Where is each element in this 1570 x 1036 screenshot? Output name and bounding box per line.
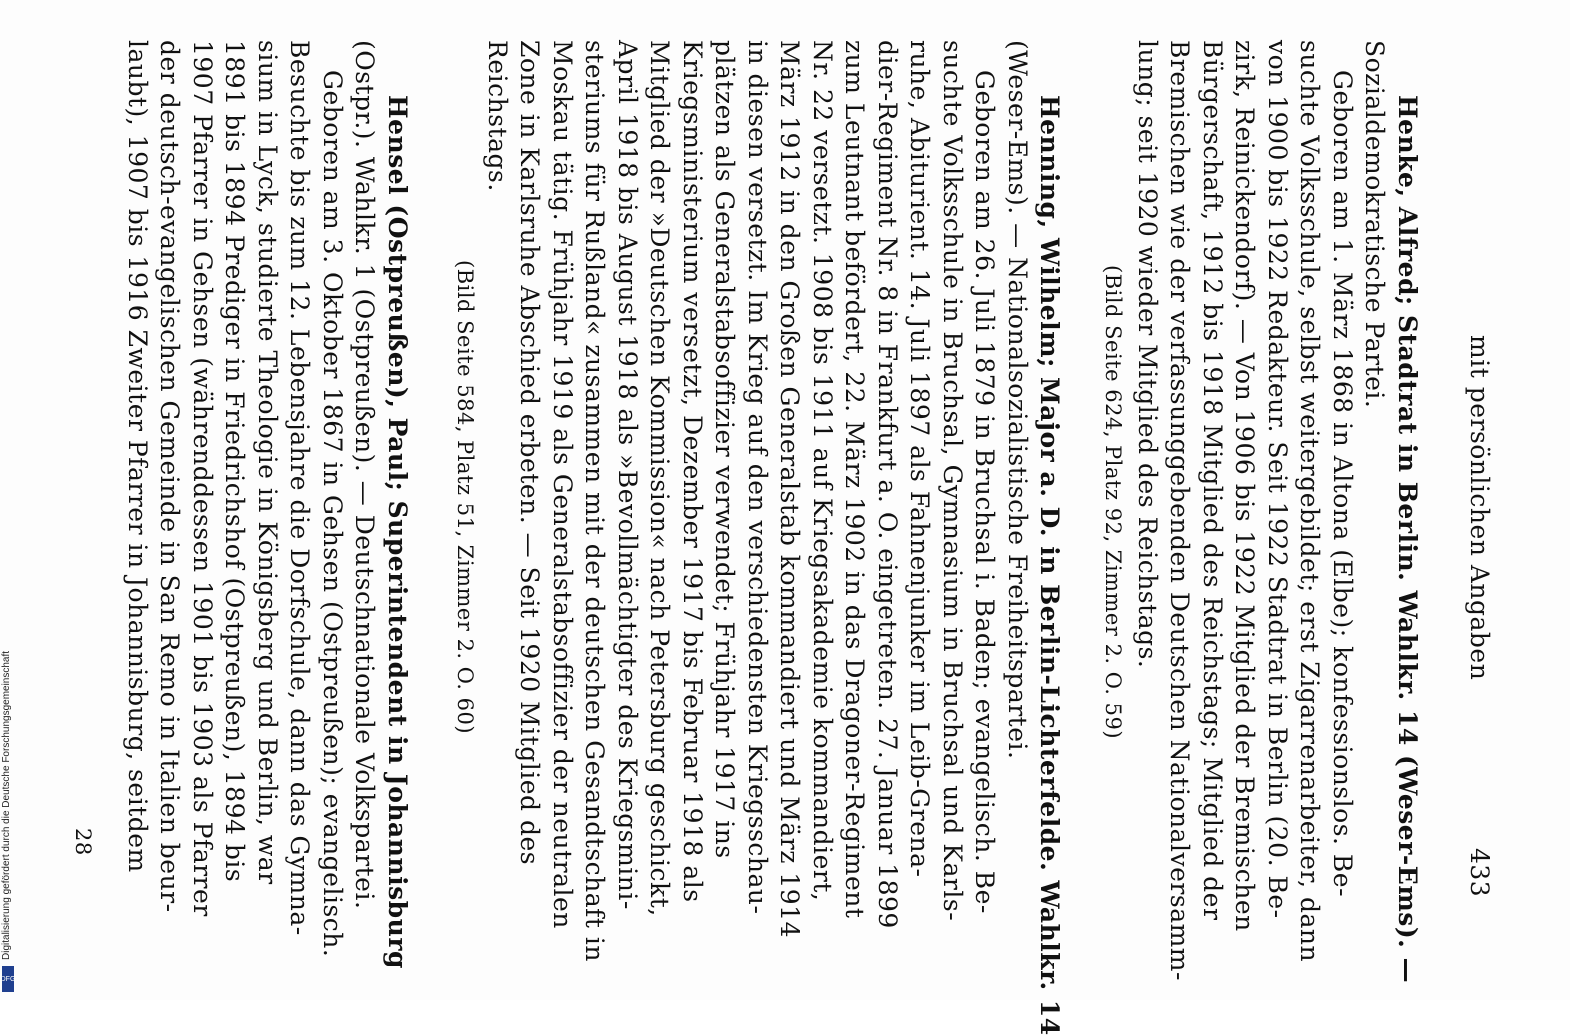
entry-henning-line-15: steriums für Rußland« zusammen mit der deutschen Gesandtschaft in <box>580 40 609 963</box>
entry-henning-line-12: Kriegsministerium versetzt, Dezember 1917 bis Februar 1918 als <box>678 40 707 903</box>
entry-henning-line-5: ruhe, Abiturient. 14. Juli 1897 als Fahnenjunker im Leib-Grena- <box>905 40 934 878</box>
entry-henning-line-18: Reichstags. <box>483 40 512 192</box>
entry-hensel-line-1: Hensel (Ostpreußen), Paul; Superintendent in Johannisburg <box>383 95 412 969</box>
entry-hensel-line-7: 1907 Pfarrer in Gehsen (währenddessen 1901 bis 1903 als Pfarrer <box>188 40 217 917</box>
entry-henke-line-6: zirk, Reinickendorf). — Von 1906 bis 1922 Mitglied der Bremischen <box>1230 40 1259 932</box>
running-title: mit persönlichen Angaben <box>1465 335 1494 681</box>
entry-henning-line-14: April 1918 bis August 1918 als »Bevollmächtigter des Kriegsmini- <box>613 40 642 910</box>
entry-hensel-line-3: Geboren am 3. Oktober 1867 in Gehsen (Ostpreußen); evangelisch. <box>318 70 347 958</box>
entry-henning-line-1: Henning, Wilhelm; Major a. D. in Berlin-Lichterfelde. Wahlkr. 14 <box>1035 95 1064 1036</box>
entry-henning-line-6: dier-Regiment Nr. 8 in Frankfurt a. O. eingetreten. 27. Januar 1899 <box>873 40 902 929</box>
entry-hensel-line-5: sium in Lyck, studierte Theologie in Königsberg und Berlin, war <box>253 40 282 885</box>
entry-henning-line-4: suchte Volksschule in Bruchsal, Gymnasium in Bruchsal und Karls- <box>938 40 967 922</box>
entry-henning-line-11: plätzen als Generalstabsoffizier verwendet; Frühjahr 1917 ins <box>710 40 739 859</box>
entry-henning-line-10: in diesen versetzt. Im Krieg auf den verschiedensten Kriegsschau- <box>743 40 772 915</box>
entry-henning-line-2: (Weser-Ems). — Nationalsozialistische Freiheitspartei. <box>1003 40 1032 760</box>
entry-henke-line-9: lung; seit 1920 wieder Mitglied des Reichstags. <box>1133 40 1162 669</box>
entry-henke-ref: (Bild Seite 624, Platz 92, Zimmer 2. O. 59) <box>1101 265 1125 740</box>
entry-henning-line-9: März 1912 in den Großen Generalstab kommandiert und März 1914 <box>775 40 804 938</box>
entry-hensel-line-4: Besuchte bis zum 12. Lebensjahre die Dorfschule, dann das Gymna- <box>285 40 314 936</box>
entry-henning-line-13: Mitglied der »Deutschen Kommission« nach Petersburg geschickt, <box>645 40 674 917</box>
entry-henke-line-1: Henke, Alfred; Stadtrat in Berlin. Wahlkr. 14 (Weser-Ems). — <box>1393 95 1422 984</box>
entry-henning-line-16: Moskau tätig. Frühjahr 1919 als Generalstabsoffizier der neutralen <box>548 40 577 929</box>
entry-hensel-line-8: der deutsch-evangelischen Gemeinde in San Remo in Italien beur- <box>155 40 184 913</box>
entry-henke-line-3: Geboren am 1. März 1868 in Altona (Elbe); konfessionslos. Be- <box>1328 70 1357 898</box>
entry-hensel-line-9: laubt), 1907 bis 1916 Zweiter Pfarrer in Johannisburg, seitdem <box>123 40 152 873</box>
entry-henke-line-8: Bremischen wie der verfassunggebenden Deutschen Nationalversamm- <box>1165 40 1194 981</box>
entry-henning-ref: (Bild Seite 584, Platz 51, Zimmer 2. O. 60) <box>453 260 477 735</box>
page-number: 433 <box>1465 848 1494 898</box>
entry-henning-line-3: Geboren am 26. Juli 1879 in Bruchsal i. Baden; evangelisch. Be- <box>970 70 999 914</box>
dfg-logo: DFG <box>2 966 14 992</box>
printer-signature: 28 <box>71 828 95 856</box>
entry-henning-line-8: Nr. 22 versetzt. 1908 bis 1911 auf Kriegsakademie kommandiert, <box>808 40 837 902</box>
entry-henning-line-7: zum Leutnant befördert, 22. März 1902 in das Dragoner-Regiment <box>840 40 869 919</box>
entry-hensel-line-6: 1891 bis 1894 Prediger in Friedrichshof (Ostpreußen), 1894 bis <box>220 40 249 883</box>
entry-henke-line-2: Sozialdemokratische Partei. <box>1360 40 1389 409</box>
entry-henke-line-5: von 1900 bis 1922 Redakteur. Seit 1922 Stadtrat in Berlin (20. Be- <box>1263 40 1292 919</box>
entry-henke-line-4: suchte Volksschule, selbst weitergebildet; erst Zigarrenarbeiter, dann <box>1295 40 1324 963</box>
entry-henke-line-7: Bürgerschaft, 1912 bis 1918 Mitglied des Reichstags; Mitglied der <box>1198 40 1227 921</box>
digitization-credit: Digitalisierung gefördert durch die Deutsche Forschungsgemeinschaft <box>1 650 12 960</box>
entry-henning-line-17: Zone in Karlsruhe Abschied erbeten. — Seit 1920 Mitglied des <box>515 40 544 866</box>
entry-hensel-line-2: (Ostpr.). Wahlkr. 1 (Ostpreußen). — Deutschnationale Volkspartei. <box>350 40 379 910</box>
